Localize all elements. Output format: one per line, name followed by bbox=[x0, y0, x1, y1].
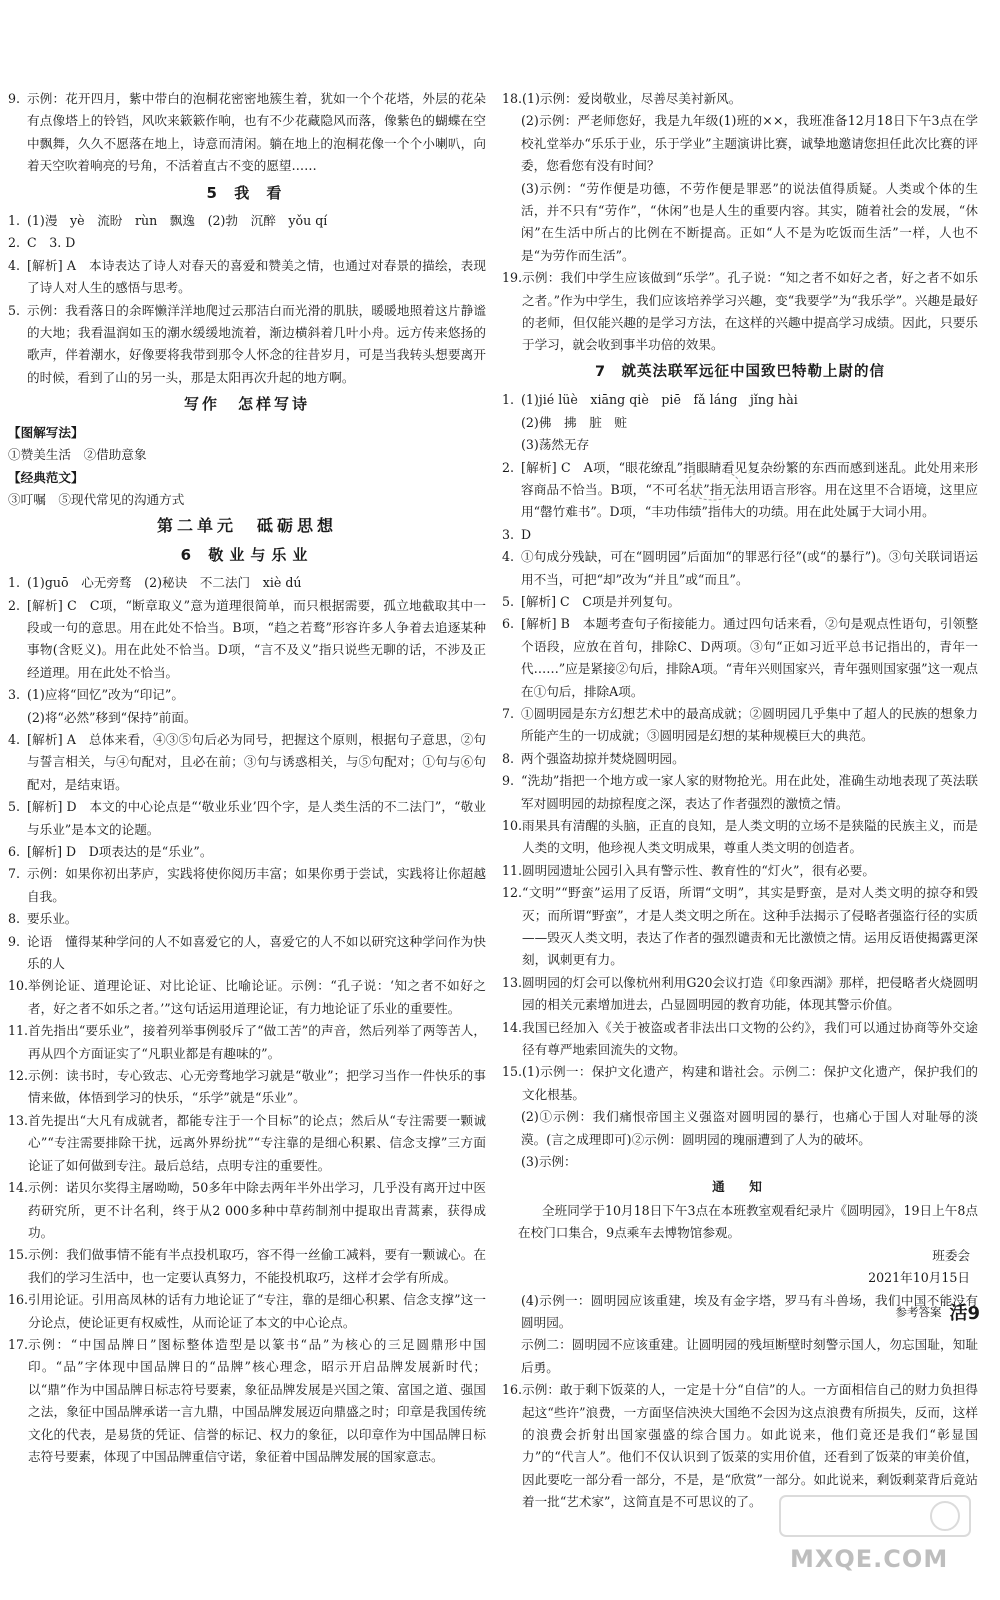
answer-item: 6. [解析] B 本题考查句子衔接能力。通过四句话来看，②句是观点性语句，引领整个语段，应放在首句，排除C、D两项。③句“正如习近平总书记指出的，青年一代……”应是紧接②句后，排除A项。“青年兴则国家兴，青年强则国家强”这一观点在①句后，排除A项。 bbox=[502, 616, 978, 699]
lesson-7-title: 7 就英法联军远征中国致巴特勒上尉的信 bbox=[594, 363, 886, 380]
left-column bbox=[8, 88, 486, 1468]
answer-continuation: (3)示例：“劳作便是功德，不劳作便是罪恶”的说法值得质疑。人类或个体的生活，并不只有“劳作”，“休闲”也是人生的重要内容。其实，随着社会的发展，“休闲”在生活中所占的比例在不断提高。正如“人不是为吃饭而生活”一样，人也不是“为劳作而生活”。 bbox=[521, 180, 978, 263]
answer-item: 15. (1)示例一：保护文化遗产，构建和谐社会。示例二：保护文化遗产，保护我们的文化根基。 bbox=[502, 1064, 978, 1102]
answer-item: 18. (1)示例：爱岗敬业，尽善尽美衬新风。 bbox=[502, 91, 742, 106]
lesson-5-title: 5 我 看 bbox=[206, 183, 288, 202]
answer-item: 11. 首先指出“要乐业”，接着列举事例驳斥了“做工苦”的声音，然后列举了两等苦人，再从四个方面证实了“凡职业都是有趣味的”。 bbox=[8, 1023, 486, 1061]
footer-label: 参考答案 bbox=[895, 1305, 942, 1319]
pencil-mark-icon bbox=[683, 466, 743, 504]
answer-item: 12. 示例：读书时，专心致志、心无旁骛地学习就是“敬业”；把学习当作一件快乐的事情来做，体悟到学习的快乐，“乐学”就是“乐业”。 bbox=[8, 1068, 486, 1106]
answer-continuation: (4)示例一：圆明园应该重建，埃及有金字塔，罗马有斗兽场，我们中国不能没有圆明园。 bbox=[521, 1292, 978, 1330]
answer-item: 7. 示例：如果你初出茅庐，实践将使你阅历丰富；如果你勇于尝试，实践将让你超越自我。 bbox=[8, 866, 486, 904]
answer-item: 8. 两个强盗劫掠并焚烧圆明园。 bbox=[502, 750, 685, 766]
answer-item: 16. 示例：敢于剩下饭菜的人，一定是十分“自信”的人。一方面相信自己的财力负担得起这“些许”浪费，一方面坚信泱泱大国绝不会因为这点浪费有所损失，反而，这样的浪费会折射出国家强盛的综合国力。如此说来，他们竟还是我们“彰显国力”的“代言人”。他们不仅认识到了饭菜的实用价值，还看到了饭菜的审美价值，因此要吃一部分看一部分，不是，是“欣赏”一部分。如此说来，剩饭剩菜背后竟站着一批“艺术家”，这简直是不可思议的了。 bbox=[502, 1382, 978, 1510]
answer-continuation: (2)将“必然”移到“保持”前面。 bbox=[27, 709, 197, 725]
notice-signature: 班委会 bbox=[932, 1247, 970, 1263]
answer-continuation: (2)佛 拂 脏 赃 bbox=[521, 414, 627, 430]
lesson-6-title: 6 敬业与乐业 bbox=[180, 545, 314, 564]
answer-item: 5. [解析] C C项是并列复句。 bbox=[502, 593, 681, 609]
answer-continuation: (2)①示例：我们痛恨帝国主义强盗对圆明园的暴行，也痛心于国人对耻辱的淡漠。(言之成理即可)②示例：圆明园的瑰丽遭到了人为的破坏。 bbox=[521, 1109, 978, 1147]
jingdian-text: ③叮嘱 ⑤现代常见的沟通方式 bbox=[8, 491, 185, 507]
watermark-logo-icon bbox=[770, 1488, 980, 1588]
answer-item: 13. 首先提出“大凡有成就者，都能专注于一个目标”的论点；然后从“专注需要一颗诚心”“专注需要排除干扰，远离外界纷扰”“专注靠的是细心积累、信念支撑”三方面论证了如何做到专注。最后总结，点明专注的重要性。 bbox=[8, 1112, 486, 1173]
answer-item: 19. 示例：我们中学生应该做到“乐学”。孔子说：“知之者不如好之者，好之者不如乐之者。”作为中学生，我们应该培养学习兴趣，变“我要学”为“我乐学”。兴趣是最好的老师，但仅能兴趣的是学习方法，在这样的兴趣中提高学习成绩。因此，只要乐于学习，就会收到事半功倍的效果。 bbox=[502, 270, 978, 353]
answer-continuation: (3)示例： bbox=[521, 1154, 577, 1170]
answer-item: 7. ①圆明园是东方幻想艺术中的最高成就；②圆明园几乎集中了超人的民族的想象力所能产生的一切成就；③圆明园是幻想的某种规模巨大的典范。 bbox=[502, 705, 978, 744]
answer-item: 1. (1)guō 心无旁骛 (2)秘诀 不二法门 xiè dú bbox=[8, 575, 302, 591]
answer-item: 9. 论语 懂得某种学问的人不如喜爱它的人，喜爱它的人不如以研究这种学问作为快乐的人 bbox=[8, 933, 486, 972]
answer-item: 5. [解析] D 本文的中心论点是“‘敬业乐业’四个字，是人类生活的不二法门”，“敬业与乐业”是本文的论题。 bbox=[8, 799, 486, 837]
answer-item: 2. C 3. D bbox=[8, 235, 76, 251]
answer-item: 12. “文明”“野蛮”运用了反语，所谓“文明”，其实是野蛮，是对人类文明的掠夺和毁灭；而所谓“野蛮”，才是人类文明之所在。这种手法揭示了侵略者强盗行径的实质——毁灭人类文明，表达了作者的强烈谴责和无比激愤之情。运用反语使揭露更深刻，讽刺更有力。 bbox=[502, 885, 978, 968]
answer-continuation: (3)荡然无存 bbox=[521, 437, 590, 453]
answer-item: 15. 示例：我们做事情不能有半点投机取巧，容不得一丝偷工减料，要有一颗诚心。在我们的学习生活中，也一定要认真努力，不能投机取巧，这样才会学有所成。 bbox=[8, 1247, 486, 1285]
page-number: 活9 bbox=[949, 1303, 980, 1324]
answer-item: 14. 示例：诺贝尔奖得主屠呦呦，50多年中除去两年半外出学习，几乎没有离开过中医药研究所，更不计名利，终于从2 000多种中草药制剂中提取出青蒿素，获得成功。 bbox=[8, 1180, 486, 1240]
jingdian-tag: 【经典范文】 bbox=[8, 469, 84, 485]
answer-item: 4. [解析] A 本诗表达了诗人对春天的喜爱和赞美之情，也通过对春景的描绘，表现了诗人对人生的感悟与思考。 bbox=[8, 257, 486, 296]
answer-item: 5. 示例：我看落日的余晖懒洋洋地爬过云那洁白而光滑的肌肤，暖暖地照着这片静谧的大地；我看温润如玉的潮水缓缓地流着，渐边横斜着几叶小舟。远方传来悠扬的歌声，伴着潮水，好像要将我带到那令人怀念的往昔岁月，可是当我转头想要离开的时候，看到了山的另一头，那是太阳再次升起的地方啊。 bbox=[8, 302, 486, 385]
answer-item: 6. [解析] D D项表达的是“乐业”。 bbox=[8, 844, 213, 859]
answer-item: 2. [解析] C C项，“断章取义”意为道理很简单，而只根据需要，孤立地截取其中一段或一句的意思。用在此处不恰当。B项，“趋之若鹜”形容许多人争着去追逐某种事物(含贬义)。用在此处不恰当。D项，“言不及义”指只说些无聊的话，不涉及正经道理。用在此处不恰当。 bbox=[8, 597, 486, 680]
notice-body: 全班同学于10月18日下午3点在本班教室观看纪录片《圆明园》，19日上午8点在校门口集合，9点乘车去博物馆参观。 bbox=[518, 1202, 978, 1241]
notice-date: 2021年10月15日 bbox=[868, 1270, 970, 1286]
answer-item: 10. 举例论证、道理论证、对比论证、比喻论证。示例：“孔子说：‘知之者不如好之者，好之者不如乐之者。’”这句话运用道理论证，有力地论证了乐业的重要性。 bbox=[8, 978, 486, 1016]
answer-item: 4. ①句成分残缺，可在“圆明园”后面加“的罪恶行径”(或“的暴行”)。③句关联词语运用不当，可把“却”改为“并且”或“而且”。 bbox=[502, 549, 978, 587]
answer-item: 2. [解析] C A项，“眼花缭乱”指眼睛看见复杂纷繁的东西而感到迷乱。此处用来形容商品不恰当。B项，“不可名状”指无法用语言形容。用在这里不合语境，这里应用“罄竹难书”。D项，“丰功伟绩”指伟大的功绩。用在此处属于大词小用。 bbox=[502, 459, 978, 520]
answer-item: 13. 圆明园的灯会可以像杭州利用G20会议打造《印象西湖》那样，把侵略者火烧圆明园的相关元素增加进去，凸显圆明园的教育功能，体现其警示价值。 bbox=[502, 974, 978, 1013]
answer-item: 16. 引用论证。引用高凤林的话有力地论证了“专注，靠的是细心积累、信念支撑”这一分论点，使论证更有权威性，从而论证了本文的中心论点。 bbox=[8, 1292, 486, 1330]
answer-item: 14. 我国已经加入《关于被盗或者非法出口文物的公约》，我们可以通过协商等外交途径有尊严地索回流失的文物。 bbox=[502, 1019, 978, 1058]
answer-item: 4. [解析] A 总体来看，④③⑤句后必为同号，把握这个原则，根据句子意思，②句与誓言相关，与④句配对，且必在前；③句与诱惑相关，与⑤句配对；①句与⑥句配对，是结束语。 bbox=[8, 731, 486, 792]
answer-item: 3. D bbox=[502, 526, 532, 542]
notice-title: 通 知 bbox=[712, 1178, 768, 1194]
answer-item: 1. (1)jié lüè xiāng qiè piē fǎ láng jǐng hài bbox=[502, 392, 798, 408]
answer-item: 17. 示例：“中国品牌日”图标整体造型是以篆书“品”为核心的三足圆鼎形中国印。“品”字体现中国品牌日的“品牌”核心理念，昭示开启品牌发展新时代；以“鼎”作为中国品牌日标志符号要素，象征品牌发展是兴国之策、富国之道、强国之法，象征中国品牌承诺一言九鼎，中国品牌发展迈向鼎盛之时；印章是我国传统文化的代表，是易货的凭证、信誉的标记、权力的象征，以印章作为中国品牌日标志符号要素，体现了中国品牌重信守诺，象征着中国品牌发展的国家意志。 bbox=[8, 1336, 486, 1464]
page-footer bbox=[800, 1299, 980, 1325]
answer-continuation: (2)示例：严老师您好，我是九年级(1)班的××，我班准备12月18日下午3点在学校礼堂举办“乐乐于业，乐于学业”主题演讲比赛，诚挚地邀请您担任此次比赛的评委，您看您有没有时间？ bbox=[521, 113, 978, 174]
answer-item: 3. (1)应将“回忆”改为“印记”。 bbox=[8, 687, 184, 703]
answer-continuation: 示例二：圆明园不应该重建。让圆明园的残垣断壁时刻警示国人，勿忘国耻，知耻后勇。 bbox=[521, 1337, 978, 1375]
watermark-text: MXQE.COM bbox=[790, 1545, 949, 1573]
answer-item: 1. (1)漫 yè 流盼 rùn 飘逸 (2)勃 沉醉 yǒu qí bbox=[8, 213, 328, 229]
answer-item: 9. “洗劫”指把一个地方或一家人家的财物抢光。用在此处，准确生动地表现了英法联军对圆明园的劫掠程度之深，表达了作者强烈的激愤之情。 bbox=[502, 773, 978, 811]
tuji-text: ①赞美生活 ②借助意象 bbox=[8, 447, 147, 463]
unit-2-title: 第二单元 砥砺思想 bbox=[156, 516, 337, 536]
answer-item: 8. 要乐业。 bbox=[8, 911, 78, 927]
writing-title: 写作 怎样写诗 bbox=[183, 395, 310, 414]
answer-item: 10. 雨果具有清醒的头脑，正直的良知，是人类文明的立场不是狭隘的民族主义，而是人类的文明，他珍视人类文明成果，尊重人类文明的创造者。 bbox=[502, 818, 978, 856]
tuji-tag: 【图解写法】 bbox=[8, 424, 84, 440]
answer-item: 11. 圆明园遗址公园引入具有警示性、教育性的“灯火”，很有必要。 bbox=[502, 862, 875, 878]
answer-item-9: 9. 示例：花开四月，紫中带白的泡桐花密密地簇生着，犹如一个个花塔，外层的花朵有点像塔上的铃铛，风吹来簌簌作响，也有不少花藏隐风而落，像紫色的蝴蝶在空中飘舞，久久不愿落在地上，诗意而清闲。躺在地上的泡桐花像一个个小喇叭，向着天空吹着响亮的号角，不活着直古不变的愿望…… bbox=[8, 91, 486, 174]
